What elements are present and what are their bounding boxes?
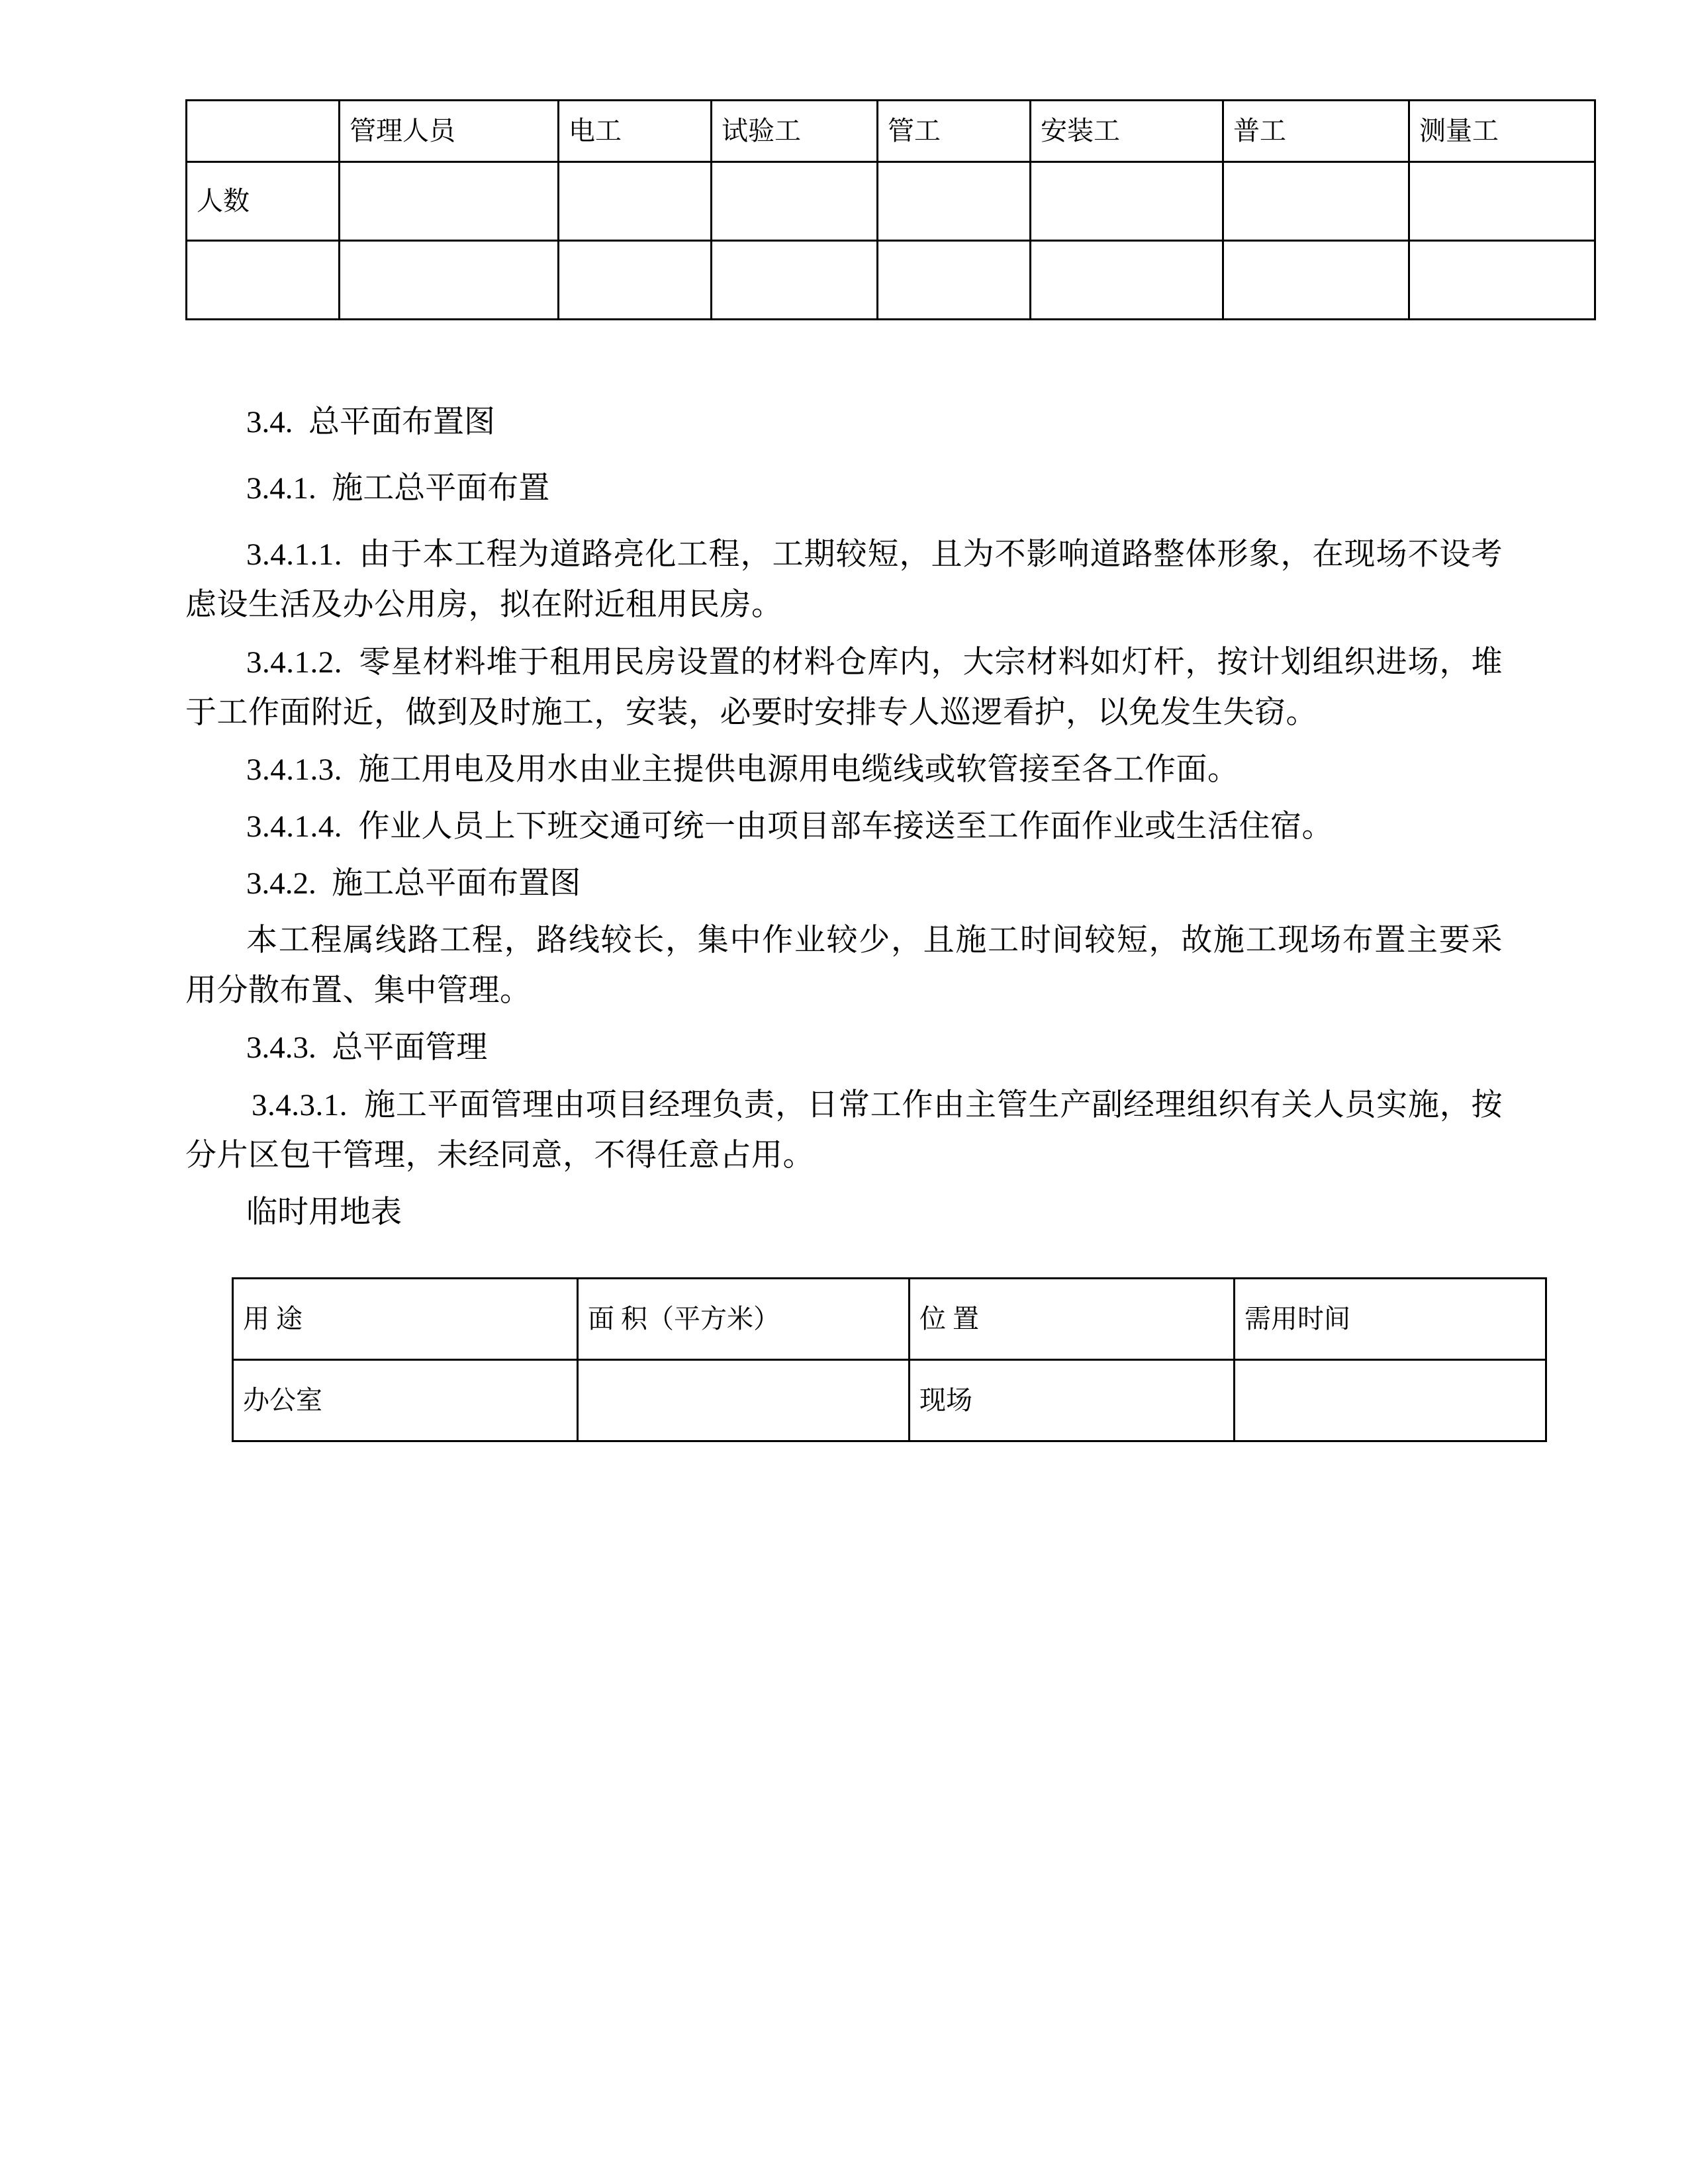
heading-3-4-1-title: 施工总平面布置 [332, 471, 550, 506]
table-header-cell-tester: 试验工 [712, 101, 878, 162]
paragraph-3-4-2-body [185, 915, 1503, 1016]
table-header-cell-laborer: 普工 [1223, 101, 1409, 162]
heading-3-4-3 [185, 1023, 1503, 1073]
temporary-land-table [232, 1277, 1547, 1442]
spacer [185, 1016, 1503, 1023]
table-cell-purpose: 办公室 [233, 1359, 578, 1441]
table-cell [1031, 162, 1223, 241]
table-header-row [233, 1278, 1546, 1359]
table-header-cell-time: 需用时间 [1235, 1278, 1546, 1359]
table-cell-area [578, 1359, 910, 1441]
paragraph-3-4-3-1-text: 施工平面管理由项目经理负责，日常工作由主管生产副经理组织有关人员实施，按分片区包干管理，未经同意，不得任意占用。 [185, 1087, 1503, 1173]
table-row [233, 1359, 1546, 1441]
row-label-headcount: 人数 [187, 162, 340, 241]
table-header-cell-surveyor: 测量工 [1409, 101, 1595, 162]
paragraph-3-4-1-3-number: 3.4.1.3. [246, 752, 342, 787]
heading-3-4-number: 3.4. [246, 405, 293, 439]
paragraph-3-4-2-text: 本工程属线路工程，路线较长，集中作业较少，且施工时间较短，故施工现场布置主要采用分散布置、集中管理。 [185, 923, 1503, 1009]
paragraph-3-4-1-1-text: 由于本工程为道路亮化工程，工期较短，且为不影响道路整体形象，在现场不设考虑设生活及办公用房，拟在附近租用民房。 [185, 537, 1503, 623]
table-cell [340, 241, 559, 320]
table-row [187, 162, 1595, 241]
heading-3-4-title: 总平面布置图 [308, 405, 495, 439]
spacer [185, 795, 1503, 801]
table-cell-location: 现场 [910, 1359, 1235, 1441]
table-cell [559, 241, 712, 320]
table-cell [878, 241, 1031, 320]
heading-3-4-3-title: 总平面管理 [332, 1030, 488, 1066]
heading-3-4-2 [185, 858, 1503, 909]
heading-3-4-2-number: 3.4.2. [246, 866, 316, 901]
spacer [185, 631, 1503, 637]
spacer [185, 1181, 1503, 1187]
table-cell [187, 241, 340, 320]
table-cell [1409, 162, 1595, 241]
paragraph-3-4-1-1 [185, 529, 1503, 630]
table-header-cell-manager: 管理人员 [340, 101, 559, 162]
paragraph-3-4-1-1-number: 3.4.1.1. [246, 537, 342, 572]
heading-3-4-1-number: 3.4.1. [246, 471, 316, 506]
table-cell-time [1235, 1359, 1546, 1441]
table-cell [559, 162, 712, 241]
table-cell [1409, 241, 1595, 320]
paragraph-3-4-1-3-text: 施工用电及用水由业主提供电源用电缆线或软管接至各工作面。 [358, 752, 1239, 787]
spacer [185, 514, 1503, 529]
paragraph-3-4-1-4 [185, 801, 1503, 852]
spacer [185, 1073, 1503, 1080]
paragraph-3-4-3-1 [185, 1080, 1503, 1181]
table-header-cell-area: 面 积（平方米） [578, 1278, 910, 1359]
spacer [185, 1238, 1503, 1277]
table-header-cell-location: 位 置 [910, 1278, 1235, 1359]
paragraph-3-4-1-4-text: 作业人员上下班交通可统一由项目部车接送至工作面作业或生活住宿。 [358, 809, 1333, 844]
heading-3-4 [185, 397, 1503, 447]
table-header-cell-purpose: 用 途 [233, 1278, 578, 1359]
paragraph-3-4-1-4-number: 3.4.1.4. [246, 809, 342, 844]
paragraph-3-4-3-1-number: 3.4.3.1. [252, 1087, 348, 1122]
table-row [187, 241, 1595, 320]
land-table-caption: 临时用地表 [246, 1195, 402, 1230]
table-cell [1223, 241, 1409, 320]
paragraph-3-4-1-2-number: 3.4.1.2. [246, 645, 342, 680]
table-cell [712, 241, 878, 320]
spacer [185, 447, 1503, 463]
heading-3-4-2-title: 施工总平面布置图 [332, 866, 581, 901]
heading-3-4-1 [185, 463, 1503, 514]
table-header-cell-pipefitter: 管工 [878, 101, 1031, 162]
table-header-cell-installer: 安装工 [1031, 101, 1223, 162]
spacer [185, 320, 1503, 397]
spacer [185, 738, 1503, 745]
table-cell [1031, 241, 1223, 320]
table-cell [878, 162, 1031, 241]
table-header-cell-electrician: 电工 [559, 101, 712, 162]
heading-3-4-3-number: 3.4.3. [246, 1030, 316, 1066]
paragraph-3-4-1-3 [185, 745, 1503, 795]
paragraph-3-4-1-2-text: 零星材料堆于租用民房设置的材料仓库内，大宗材料如灯杆，按计划组织进场，堆于工作面附近，做到及时施工，安装，必要时安排专人巡逻看护，以免发生失窃。 [185, 645, 1503, 730]
table-cell [712, 162, 878, 241]
personnel-table [185, 99, 1596, 320]
page-content [185, 99, 1503, 1442]
table-header-cell-corner [187, 101, 340, 162]
spacer [185, 909, 1503, 915]
table-header-row [187, 101, 1595, 162]
table-cell [340, 162, 559, 241]
table-cell [1223, 162, 1409, 241]
paragraph-3-4-1-2 [185, 637, 1503, 738]
spacer [185, 852, 1503, 858]
